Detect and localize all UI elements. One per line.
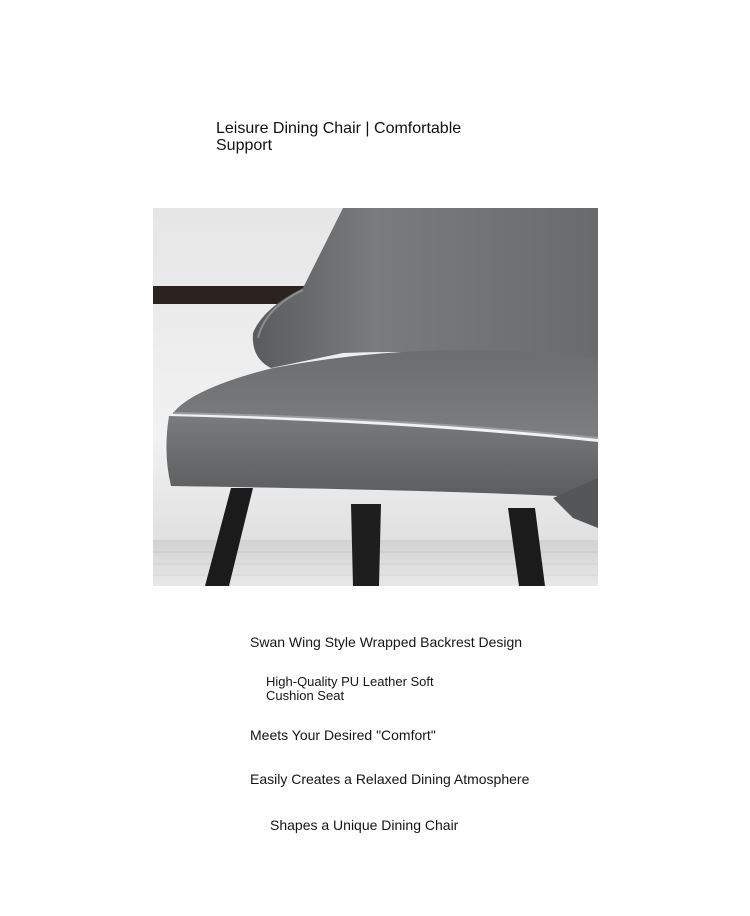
feature-backrest: Swan Wing Style Wrapped Backrest Design — [250, 634, 523, 650]
chair-photo — [153, 208, 598, 586]
feature-unique: Shapes a Unique Dining Chair — [270, 817, 459, 833]
feature-cushion: High-Quality PU Leather Soft Cushion Seat — [266, 674, 434, 703]
feature-atmosphere: Easily Creates a Relaxed Dining Atmosphere — [250, 771, 530, 787]
chair-leg-back — [351, 504, 381, 586]
page-title: Leisure Dining Chair | Comfortable Support — [216, 120, 462, 154]
feature-comfort: Meets Your Desired "Comfort" — [250, 727, 436, 743]
